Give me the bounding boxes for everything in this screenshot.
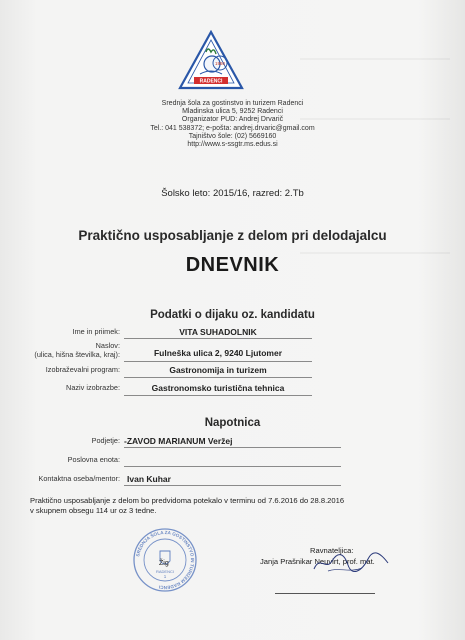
- contact-underline: [124, 485, 341, 486]
- bleed-through-mark: [300, 58, 450, 60]
- document-subtitle: Praktično usposabljanje z delom pri delodajalcu: [78, 228, 387, 243]
- school-logo: [178, 30, 244, 94]
- address-underline: [124, 361, 312, 362]
- qualification-value: Gastronomsko turistična tehnica: [151, 383, 285, 393]
- signature-name: Janja Prašnikar Neuvirt, prof. mat.: [260, 557, 375, 566]
- address-value: Fulneška ulica 2, 9240 Ljutomer: [153, 348, 283, 358]
- logo-banner-text: RADENCI: [199, 78, 223, 85]
- signature-line: [275, 593, 375, 594]
- school-stamp: [132, 527, 198, 593]
- contact-value: Ivan Kuhar: [127, 474, 171, 484]
- stamp-outer-text: SREDNJA ŠOLA ZA GOSTINSTVO IN TURIZEM RADENCI: [135, 529, 196, 591]
- address-label: Naslov: (ulica, hišna številka, kraj):: [34, 341, 120, 359]
- company-value: -ZAVOD MARIANUM Veržej: [124, 436, 233, 446]
- stamp-label: Žig: [159, 560, 169, 567]
- signature-title: Ravnateljica:: [310, 546, 354, 555]
- program-value: Gastronomija in turizem: [169, 365, 267, 375]
- training-note: [30, 496, 344, 515]
- logo-year: 1960: [214, 61, 226, 66]
- school-secretariat: Tajništvo šole: (02) 5669160: [188, 132, 277, 140]
- stamp-number: 1: [163, 574, 167, 579]
- school-address: Mladinska ulica 5, 9252 Radenci: [182, 108, 283, 116]
- company-label: Podjetje:: [91, 436, 120, 445]
- school-year: Šolsko leto: 2015/16, razred: 2.Tb: [161, 188, 304, 199]
- handwritten-signature: [310, 551, 390, 575]
- name-underline: [124, 338, 312, 339]
- name-value: VITA SUHADOLNIK: [179, 327, 257, 337]
- program-label: Izobraževalni program:: [45, 365, 120, 374]
- qualification-underline: [124, 395, 312, 396]
- referral-section-heading: Napotnica: [204, 417, 261, 429]
- school-name: Srednja šola za gostinstvo in turizem Radenci: [161, 100, 304, 107]
- unit-underline: [124, 466, 341, 467]
- stamp-inner-text: RADENCI: [155, 569, 175, 574]
- company-underline: [124, 447, 341, 448]
- school-info: [0, 100, 465, 149]
- program-underline: [124, 377, 312, 378]
- name-label: Ime in priimek:: [72, 327, 120, 336]
- training-note-line1: Praktično usposabljanje z delom bo predvidoma potekalo v terminu od 7.6.2016 do 28.8.2016: [30, 496, 345, 505]
- training-note-line2: v skupnem obsegu 114 ur oz 3 tedne.: [30, 505, 157, 515]
- school-website: http://www.s-ssgtr.ms.edus.si: [187, 141, 278, 149]
- contact-label: Kontaktna oseba/mentor:: [38, 474, 120, 483]
- unit-label: Poslovna enota:: [67, 455, 120, 464]
- school-organizer: Organizator PUD: Andrej Drvarič: [181, 116, 284, 124]
- document-title: DNEVNIK: [185, 254, 280, 276]
- qualification-label: Naziv izobrazbe:: [66, 383, 120, 392]
- student-section-heading: Podatki o dijaku oz. kandidatu: [150, 309, 315, 321]
- school-contact: Tel.: 041 538372; e-pošta: andrej.drvaric@gmail.com: [150, 124, 315, 132]
